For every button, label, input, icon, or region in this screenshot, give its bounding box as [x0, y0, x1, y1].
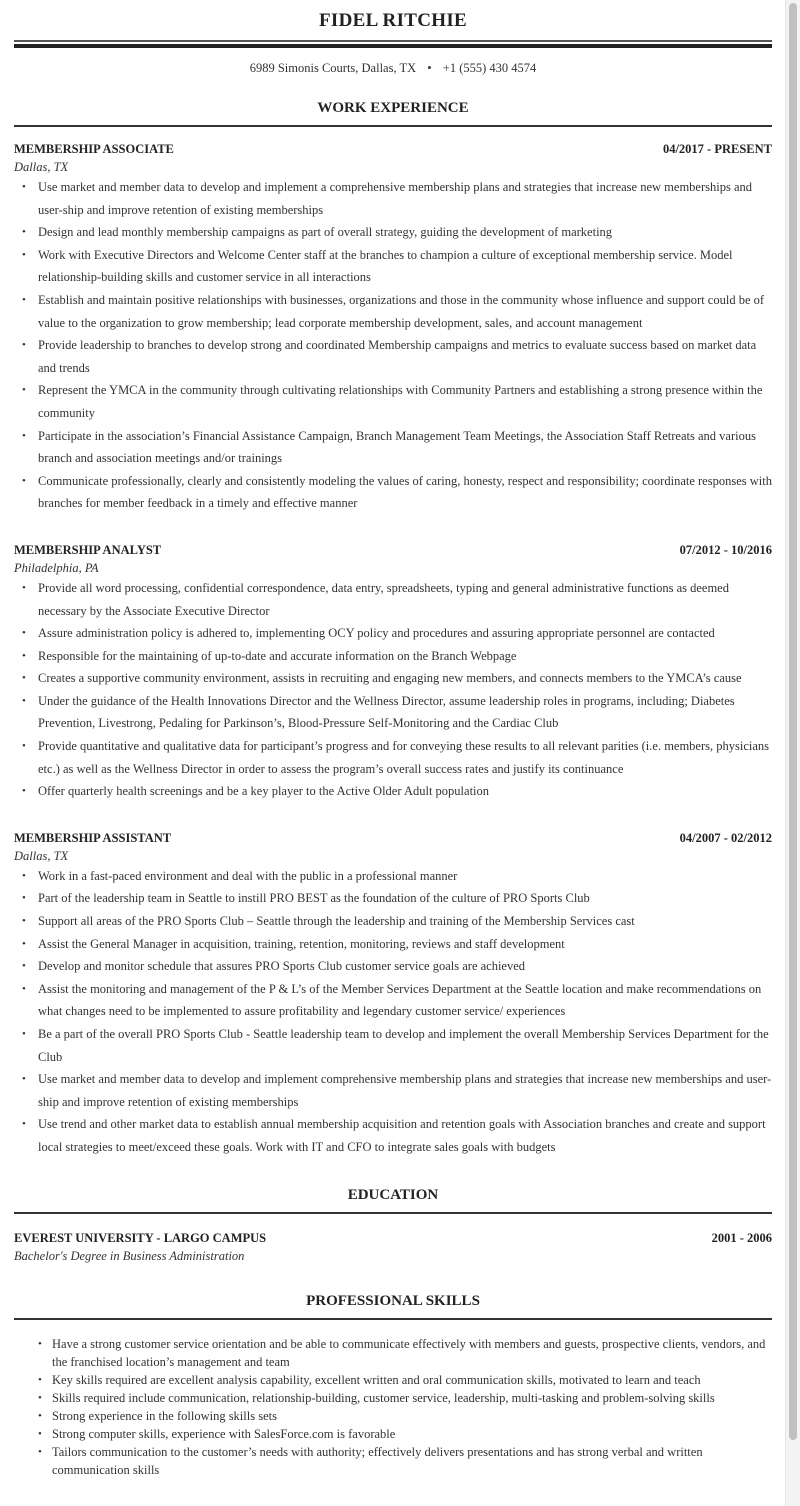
bullet-separator: • [427, 61, 432, 75]
skills-list [14, 1335, 772, 1479]
bullet-item: • Develop and monitor schedule that assures PRO Sports Club customer service goals are achieved [38, 955, 772, 978]
job-bullets [14, 176, 772, 515]
bullet-item: • Work with Executive Directors and Welcome Center staff at the branches to champion a culture of exceptional membership service. Model relationship-building skills and customer service in all interactions [38, 244, 772, 289]
skill-item: • Key skills required are excellent analysis capability, excellent written and oral communication skills, motivated to learn and teach [52, 1371, 772, 1389]
bullet-item: • Establish and maintain positive relationships with businesses, organizations and those in the community whose influence and support could be of value to the organization to grow membership; lead corporate membership development, sales, and account management [38, 289, 772, 334]
education-section [14, 1185, 772, 1265]
bullet-item: • Use market and member data to develop and implement a comprehensive membership plans and strategies that increase new memberships and user-ship and improve retention of existing memberships [38, 176, 772, 221]
job-entry [14, 140, 772, 515]
bullet-item: • Represent the YMCA in the community through cultivating relationships with Community Partners and establishing a strong presence within the community [38, 379, 772, 424]
bullet-item: • Use trend and other market data to establish annual membership acquisition and retention goals with Association branches and create and support local strategies to meet/exceed these goals. Work with IT and CFO to integrate sales goals with budgets [38, 1113, 772, 1158]
bullet-item: • Design and lead monthly membership campaigns as part of overall strategy, guiding the development of marketing [38, 221, 772, 244]
job-location: Dallas, TX [14, 160, 69, 174]
job-dates: 04/2007 - 02/2012 [679, 830, 772, 845]
skill-item: • Strong experience in the following skills sets [52, 1407, 772, 1425]
bullet-item: • Assure administration policy is adhered to, implementing OCY policy and procedures and assuring appropriate personnel are contacted [38, 622, 772, 645]
job-bullets [14, 865, 772, 1159]
bullet-item: • Creates a supportive community environment, assists in recruiting and engaging new members, and connects members to the YMCA’s cause [38, 667, 772, 690]
bullet-item: • Communicate professionally, clearly and consistently modeling the values of caring, honesty, respect and responsibility; coordinate responses with branches for member feedback in a timely and effective manner [38, 470, 772, 515]
bullet-item: • Provide all word processing, confidential correspondence, data entry, spreadsheets, typing and general administrative functions as deemed necessary by the Associate Executive Director [38, 577, 772, 622]
bullet-item: • Offer quarterly health screenings and be a key player to the Active Older Adult population [38, 780, 772, 803]
scrollbar-thumb[interactable] [789, 3, 797, 1440]
bullet-item: • Work in a fast-paced environment and deal with the public in a professional manner [38, 865, 772, 888]
section-rule [14, 1318, 772, 1320]
bullet-item: • Assist the monitoring and management of the P & L’s of the Member Services Department at the Seattle location and make recommendations on what changes need to be implemented to assure profitability and legendary customer service/ experiences [38, 978, 772, 1023]
section-rule [14, 125, 772, 127]
bullet-item: • Provide quantitative and qualitative data for participant’s progress and for conveying these results to all relevant parities (i.e. members, physicians etc.) as well as the Wellness Director in order to assess the program’s overall success rates and justify its continuance [38, 735, 772, 780]
candidate-name: FIDEL RITCHIE [318, 10, 468, 31]
work-experience-section [14, 98, 772, 1159]
skills-section [14, 1291, 772, 1479]
header-rule-thick [14, 44, 772, 48]
resume-page [14, 0, 772, 1479]
degree: Bachelor's Degree in Business Administration [14, 1248, 245, 1263]
skill-item: • Tailors communication to the customer’s needs with authority; effectively delivers presentations and has strong verbal and written communication skills [52, 1443, 772, 1479]
skill-item: • Skills required include communication, relationship-building, customer service, leadership, multi-tasking and problem-solving skills [52, 1389, 772, 1407]
phone: +1 (555) 430 4574 [442, 61, 537, 75]
job-dates: 07/2012 - 10/2016 [679, 542, 772, 557]
job-title: MEMBERSHIP ASSISTANT [14, 830, 172, 845]
job-bullets [14, 577, 772, 803]
job-title: MEMBERSHIP ASSOCIATE [14, 142, 174, 156]
bullet-item: • Participate in the association’s Financial Assistance Campaign, Branch Management Team Meetings, the Association Staff Retreats and various branch and association meetings and/or trainings [38, 425, 772, 470]
job-location: Dallas, TX [14, 848, 69, 863]
bullet-item: • Responsible for the maintaining of up-to-date and accurate information on the Branch Webpage [38, 645, 772, 668]
education-entry [14, 1229, 772, 1265]
job-entry [14, 829, 772, 1159]
skill-item: • Have a strong customer service orientation and be able to communicate effectively with members and guests, prospective clients, vendors, and the franchised location’s management and team [52, 1335, 772, 1371]
bullet-item: • Assist the General Manager in acquisition, training, retention, monitoring, reviews and staff development [38, 933, 772, 956]
bullet-item: • Be a part of the overall PRO Sports Club - Seattle leadership team to develop and implement the overall Membership Services Department for the Club [38, 1023, 772, 1068]
vertical-scrollbar[interactable] [785, 0, 800, 1506]
job-location: Philadelphia, PA [14, 560, 99, 575]
section-title-skills: PROFESSIONAL SKILLS [306, 1292, 480, 1309]
address: 6989 Simonis Courts, Dallas, TX [249, 61, 417, 75]
bullet-item: • Under the guidance of the Health Innovations Director and the Wellness Director, assume leadership roles in programs, including; Diabetes Prevention, Livestrong, Pedaling for Parkinson’s, Blood-Pressure Self-Monitoring and the Cardiac Club [38, 690, 772, 735]
school-name: EVEREST UNIVERSITY - LARGO CAMPUS [14, 1230, 267, 1245]
skill-item: • Strong computer skills, experience with SalesForce.com is favorable [52, 1425, 772, 1443]
job-dates: 04/2017 - PRESENT [662, 142, 772, 156]
section-title-education: EDUCATION [347, 1186, 439, 1203]
header-double-rule [14, 40, 772, 47]
bullet-item: • Use market and member data to develop and implement comprehensive membership plans and strategies that increase new memberships and user-ship and improve retention of existing memberships [38, 1068, 772, 1113]
bullet-item: • Support all areas of the PRO Sports Club – Seattle through the leadership and training of the Membership Services cast [38, 910, 772, 933]
job-title: MEMBERSHIP ANALYST [14, 542, 162, 557]
job-entry [14, 541, 772, 803]
header-rule-thin [14, 40, 772, 42]
section-rule [14, 1212, 772, 1214]
section-title-work-experience: WORK EXPERIENCE [317, 100, 469, 116]
bullet-item: • Provide leadership to branches to develop strong and coordinated Membership campaigns and metrics to evaluate success based on market data and trends [38, 334, 772, 379]
contact-line [14, 58, 772, 78]
bullet-item: • Part of the leadership team in Seattle to instill PRO BEST as the foundation of the culture of PRO Sports Club [38, 887, 772, 910]
education-dates: 2001 - 2006 [711, 1230, 772, 1245]
